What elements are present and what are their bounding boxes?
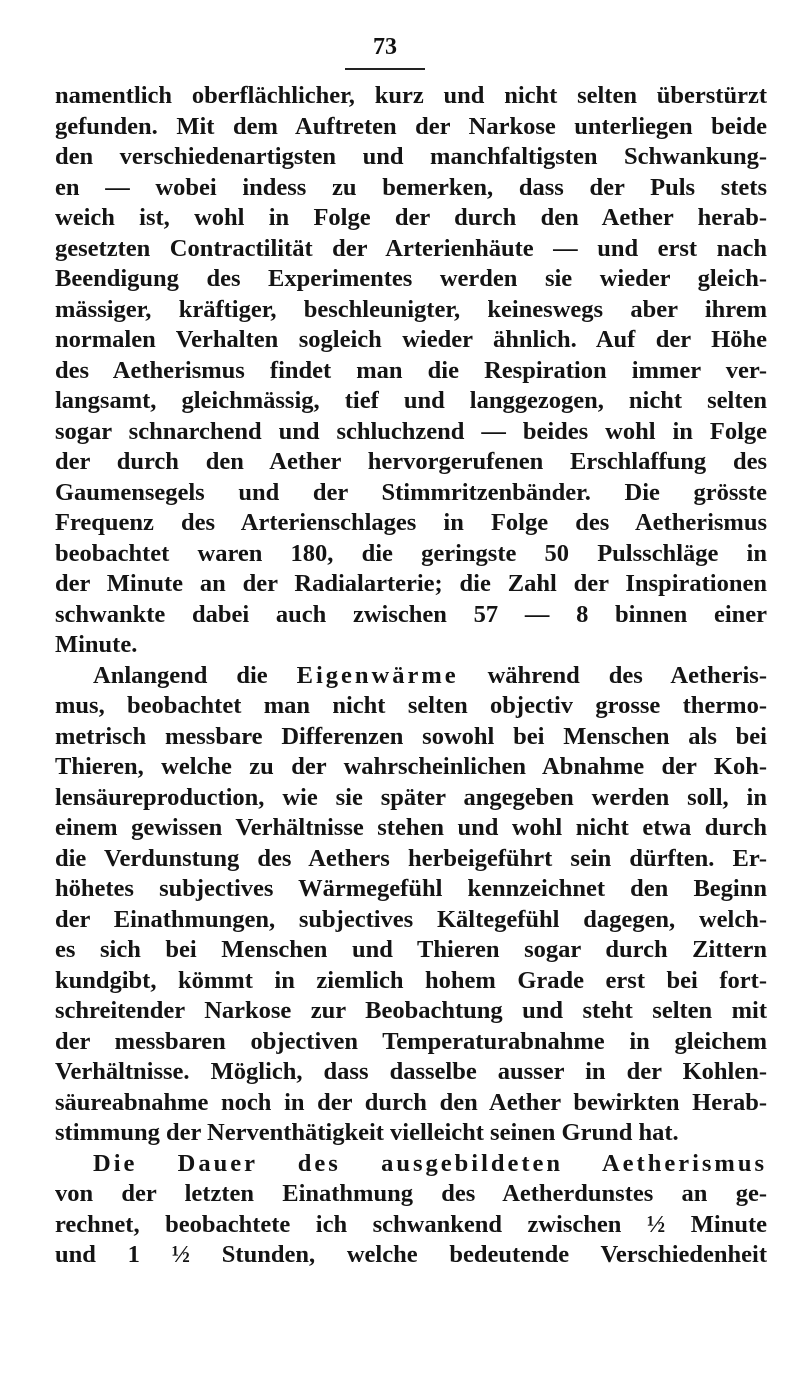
text-line: schwankte dabei auch zwischen 57 — 8 binnen einer — [55, 600, 767, 628]
text-line: Frequenz des Arterienschlages in Folge des Aetherismus — [55, 509, 767, 536]
body-text — [55, 81, 767, 1271]
text-line: und 1 ½ Stunden, welche bedeutende Verschiedenheit — [55, 1241, 767, 1268]
text-line: langsamt, gleichmässig, tief und langgezogen, nicht selten — [55, 387, 767, 414]
text-line: kundgibt, kömmt in ziemlich hohem Grade erst bei fort- — [55, 966, 767, 994]
text-line: gefunden. Mit dem Auftreten der Narkose unterliegen beide — [55, 112, 767, 140]
text-line: normalen Verhalten sogleich wieder ähnlich. Auf der Höhe — [55, 326, 767, 353]
text-line: säureabnahme noch in der durch den Aether bewirkten Herab- — [55, 1088, 767, 1116]
text-line: stimmung der Nerventhätigkeit vielleicht seinen Grund hat. — [55, 1119, 679, 1146]
text-line: schreitender Narkose zur Beobachtung und steht selten mit — [55, 997, 767, 1024]
text-line: beobachtet waren 180, die geringste 50 Pulsschläge in — [55, 539, 767, 567]
text-line: mus, beobachtet man nicht selten objectiv grosse thermo- — [55, 692, 767, 719]
page-number-rule — [345, 68, 425, 70]
text-line: der durch den Aether hervorgerufenen Erschlaffung des — [55, 448, 767, 475]
text-line: metrisch messbare Differenzen sowohl bei Menschen als bei — [55, 722, 767, 750]
paragraph-dauer-first-line — [55, 1149, 767, 1180]
text-line: gesetzten Contractilität der Arterienhäute — und erst nach — [55, 234, 767, 262]
text-line: weich ist, wohl in Folge der durch den Aether herab- — [55, 204, 767, 231]
text-line: des Aetherismus findet man die Respiration immer ver- — [55, 356, 767, 384]
text-line: Thieren, welche zu der wahrscheinlichen Abnahme der Koh- — [55, 753, 767, 780]
text-line: Verhältnisse. Möglich, dass dasselbe ausser in der Kohlen- — [55, 1058, 767, 1085]
spaced-heading-eigenwaerme: Eigenwärme — [296, 661, 459, 689]
text-line: der Einathmungen, subjectives Kältegefühl dagegen, welch- — [55, 905, 767, 933]
text-line: namentlich oberflächlicher, kurz und nicht selten überstürzt — [55, 82, 767, 109]
text-line: lensäureproduction, wie sie später angegeben werden soll, in — [55, 783, 767, 811]
text-line: den verschiedenartigsten und manchfaltigsten Schwankung- — [55, 143, 767, 170]
text-line: der messbaren objectiven Temperaturabnahme in gleichem — [55, 1027, 767, 1055]
spaced-heading-dauer: Die Dauer des ausgebildeten Aetherismus — [93, 1149, 767, 1177]
text-line: sogar schnarchend und schluchzend — beides wohl in Folge — [55, 417, 767, 445]
text-line: en — wobei indess zu bemerken, dass der Puls stets — [55, 173, 767, 201]
text-line: die Verdunstung des Aethers herbeigeführt sein dürften. Er- — [55, 844, 767, 872]
text-line: der Minute an der Radialarterie; die Zahl der Inspirationen — [55, 570, 767, 597]
text-line: von der letzten Einathmung des Aetherdunstes an ge- — [55, 1180, 767, 1207]
text-line: Beendigung des Experimentes werden sie wieder gleich- — [55, 265, 767, 292]
text-line: einem gewissen Verhältnisse stehen und wohl nicht etwa durch — [55, 814, 767, 841]
text-line: Gaumensegels und der Stimmritzenbänder. Die grösste — [55, 478, 767, 506]
text-line: Minute. — [55, 631, 138, 658]
text-line: rechnet, beobachtete ich schwankend zwischen ½ Minute — [55, 1210, 767, 1238]
text-line: mässiger, kräftiger, beschleunigter, keineswegs aber ihrem — [55, 295, 767, 323]
text-line: es sich bei Menschen und Thieren sogar durch Zittern — [55, 936, 767, 963]
paragraph-eigenwaerme-first-line — [55, 661, 767, 692]
text-line: höhetes subjectives Wärmegefühl kennzeichnet den Beginn — [55, 875, 767, 902]
text-fragment: Anlangend die — [93, 661, 297, 689]
text-fragment: während des Aetheris- — [458, 661, 767, 689]
page-number: 73 — [373, 34, 397, 60]
